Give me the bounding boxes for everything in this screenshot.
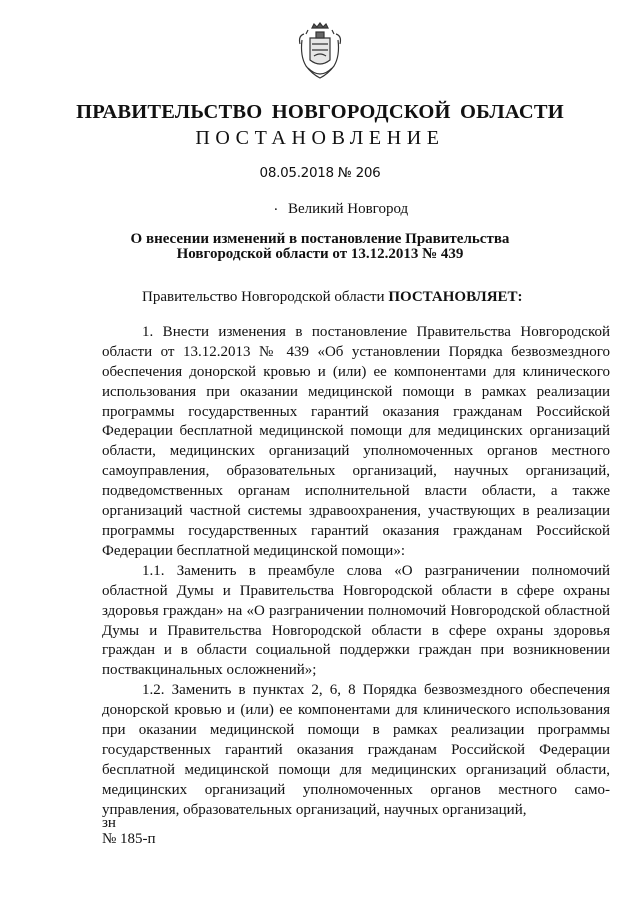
- government-title: ПРАВИТЕЛЬСТВО НОВГОРОДСКОЙ ОБЛАСТИ: [76, 101, 564, 123]
- document-body: [102, 288, 610, 821]
- preamble: [102, 288, 610, 308]
- footer: [102, 816, 156, 847]
- coat-of-arms-icon: [296, 22, 344, 82]
- preamble-verb: ПОСТАНОВЛЯЕТ:: [388, 289, 523, 305]
- document-subject: [0, 232, 640, 262]
- preamble-text: Правительство Новгородской области: [142, 289, 389, 305]
- city-dot: .: [274, 198, 278, 214]
- document-date-number: 08.05.2018 № 206: [259, 165, 381, 181]
- footer-ref-number: № 185-п: [102, 830, 156, 847]
- subject-line-2: Новгородской области от 13.12.2013 № 439: [176, 246, 464, 262]
- paragraph-1: 1. Внести изменения в постановление Правительства Новгородской области от 13.12.2013 № 439 «Об установлении Порядка безвозмездного обеспечения донорской кровью и (или) ее компонентами для клинического использования при оказании медицинской помощи в рамках реализации программы государственных гарантий оказания гражданам Российской Федерации бесплатной медицинской помощи для медицинских организаций области, медицинских организаций уполномоченных органов местного самоуправления, образовательных организаций, научных организаций, подведомственных органам исполнительной власти области, а также организаций частной системы здравоохранения, участвующих в реализации программы государственных гарантий оказания гражданам Российской Федерации бесплатной медицинской помощи»:: [102, 323, 610, 559]
- paragraph-1-1: 1.1. Заменить в преамбуле слова «О разграничении полномочий областной Думы и Правительства Новгородской области в сфере охраны здоровья граждан» на «О разграничении полномочий Новгородской областной Думы и Правительства Новгородской области в сфере охраны здоровья граждан и в области социальной поддержки граждан при возникновении поствакцинальных осложнений»;: [102, 562, 610, 679]
- footer-initials: зн: [102, 815, 116, 831]
- subject-line-1: О внесении изменений в постановление Правительства: [130, 231, 510, 247]
- paragraph-1-2: 1.2. Заменить в пунктах 2, 6, 8 Порядка безвозмездного обеспечения донорской кровью и (или) ее компонентами для клинического использования при оказании медицинской помощи в рамках реализации программы государственных гарантий оказания гражданам Российской Федерации бесплатной медицинской помощи для медицинских организаций области, медицинских организаций уполномоченных органов местного само-управления, образовательных организаций, научных организаций,: [102, 682, 610, 818]
- city-name: Великий Новгород: [288, 201, 409, 217]
- document-type: ПОСТАНОВЛЕНИЕ: [195, 127, 445, 149]
